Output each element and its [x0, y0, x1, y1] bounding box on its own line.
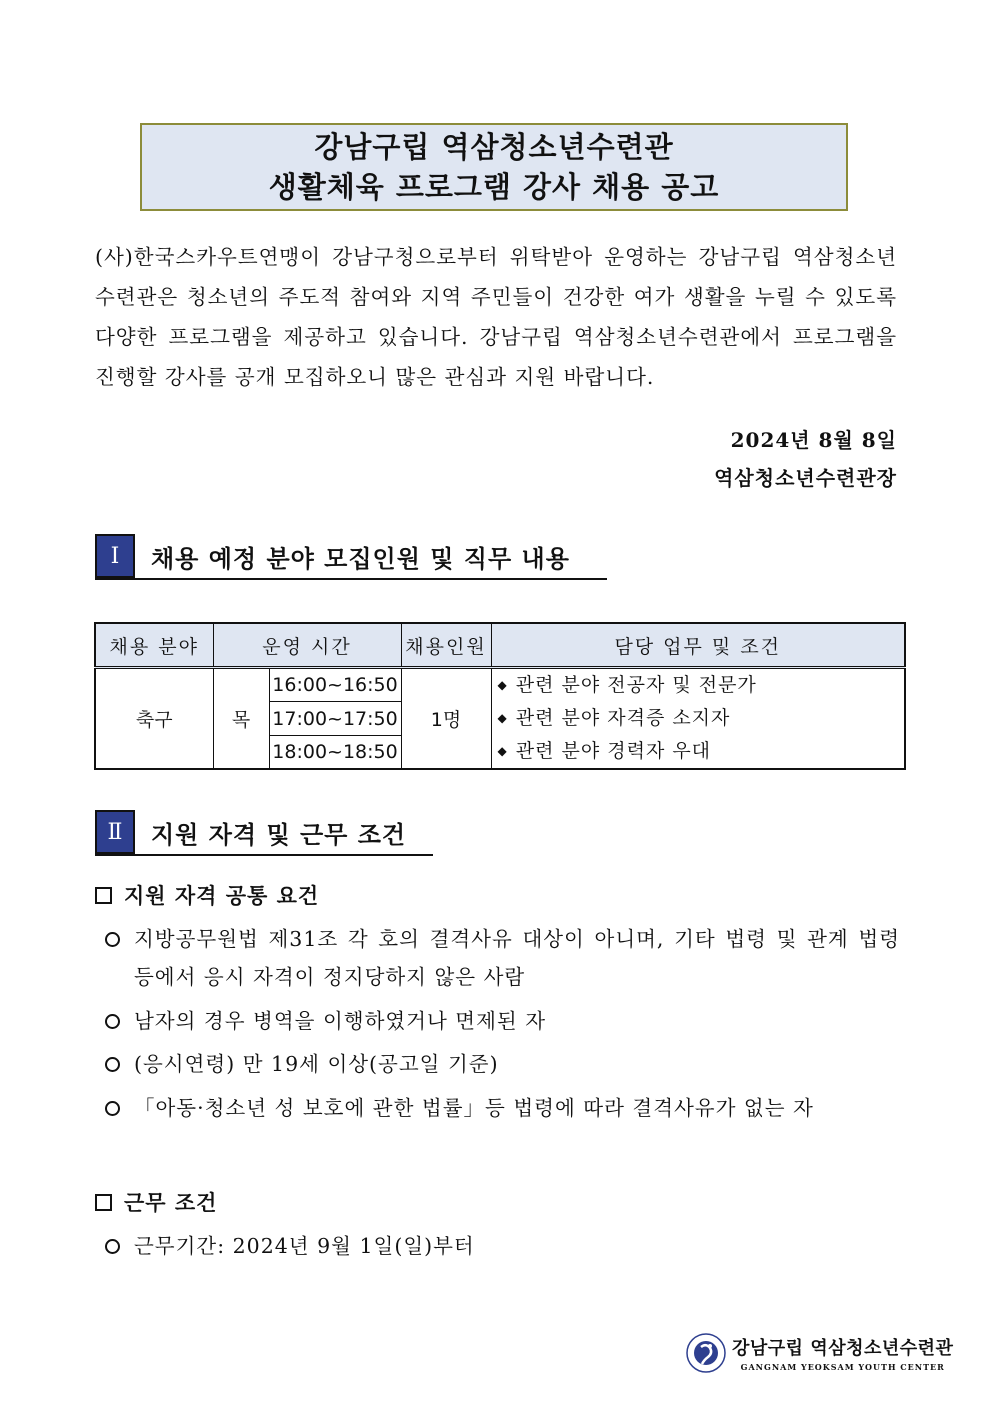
section-2-number: Ⅱ: [95, 810, 135, 854]
work-conditions-heading: 근무 조건: [95, 1187, 217, 1217]
title-box: [140, 123, 848, 211]
cell-duties: [491, 668, 905, 770]
recruitment-table: [94, 622, 906, 770]
announcement-date: 2024년 8월 8일: [730, 428, 897, 452]
title-line-2: 생활체육 프로그램 강사 채용 공고: [268, 170, 720, 204]
cell-time-2: 17:00~17:50: [269, 702, 401, 735]
common-requirements-heading: 지원 자격 공통 요건: [95, 880, 319, 910]
footer: [686, 1333, 953, 1373]
cell-time-3: 18:00~18:50: [269, 735, 401, 769]
cell-count: 1명: [401, 668, 491, 770]
section-2-title: 지원 자격 및 근무 조건: [151, 820, 407, 849]
footer-text: [732, 1334, 953, 1372]
square-bullet-icon: [95, 1194, 112, 1211]
duty-item: ◆ 관련 분야 전공자 및 전문가: [497, 674, 757, 696]
diamond-bullet-icon: ◆: [497, 744, 508, 758]
youth-center-logo-icon: [686, 1333, 726, 1373]
table-row: [95, 668, 905, 702]
intro-paragraph: (사)한국스카우트연맹이 강남구청으로부터 위탁받아 운영하는 강남구립 역삼청소년수련관은 청소년의 주도적 참여와 지역 주민들이 건강한 여가 생활을 누릴 수 있도록 다양한 프로그램을 제공하고 있습니다. 강남구립 역삼청소년수련관에서 프로그램을 진행할 강사를 공개 모집하오니 많은 관심과 지원 바랍니다.: [95, 245, 897, 389]
header-count: 채용인원: [401, 623, 491, 668]
cell-field: 축구: [95, 668, 213, 770]
circle-bullet-icon: [105, 1057, 120, 1072]
footer-name-en: GANGNAM YEOKSAM YOUTH CENTER: [740, 1362, 945, 1372]
cell-day: 목: [213, 668, 269, 770]
title-line-1: 강남구립 역삼청소년수련관: [314, 130, 674, 164]
square-bullet-icon: [95, 887, 112, 904]
section-1-number: Ⅰ: [95, 534, 135, 578]
circle-bullet-icon: [105, 1101, 120, 1116]
header-duties: 담당 업무 및 조건: [491, 623, 905, 668]
circle-bullet-icon: [105, 932, 120, 947]
table-header-row: [95, 623, 905, 668]
list-item: 근무기간: 2024년 9월 1일(일)부터: [105, 1227, 900, 1265]
diamond-bullet-icon: ◆: [497, 711, 508, 725]
cell-time-1: 16:00~16:50: [269, 668, 401, 702]
issuer-name: 역삼청소년수련관장: [714, 466, 897, 490]
section-1-heading: [95, 534, 607, 580]
circle-bullet-icon: [105, 1239, 120, 1254]
footer-name-kr: 강남구립 역삼청소년수련관: [732, 1338, 954, 1359]
list-item: (응시연령) 만 19세 이상(공고일 기준): [105, 1045, 900, 1083]
list-item: 지방공무원법 제31조 각 호의 결격사유 대상이 아니며, 기타 법령 및 관계 법령 등에서 응시 자격이 정지당하지 않은 사람: [105, 920, 900, 996]
list-item: 남자의 경우 병역을 이행하였거나 면제된 자: [105, 1002, 900, 1040]
header-hours: 운영 시간: [213, 623, 401, 668]
header-field: 채용 분야: [95, 623, 213, 668]
section-2-heading: [95, 810, 433, 856]
duty-item: ◆ 관련 분야 경력자 우대: [497, 740, 712, 762]
duty-item: ◆ 관련 분야 자격증 소지자: [497, 707, 731, 729]
section-1-title: 채용 예정 분야 모집인원 및 직무 내용: [151, 544, 570, 573]
circle-bullet-icon: [105, 1014, 120, 1029]
list-item: 「아동·청소년 성 보호에 관한 법률」등 법령에 따라 결격사유가 없는 자: [105, 1089, 900, 1127]
diamond-bullet-icon: ◆: [497, 678, 508, 692]
